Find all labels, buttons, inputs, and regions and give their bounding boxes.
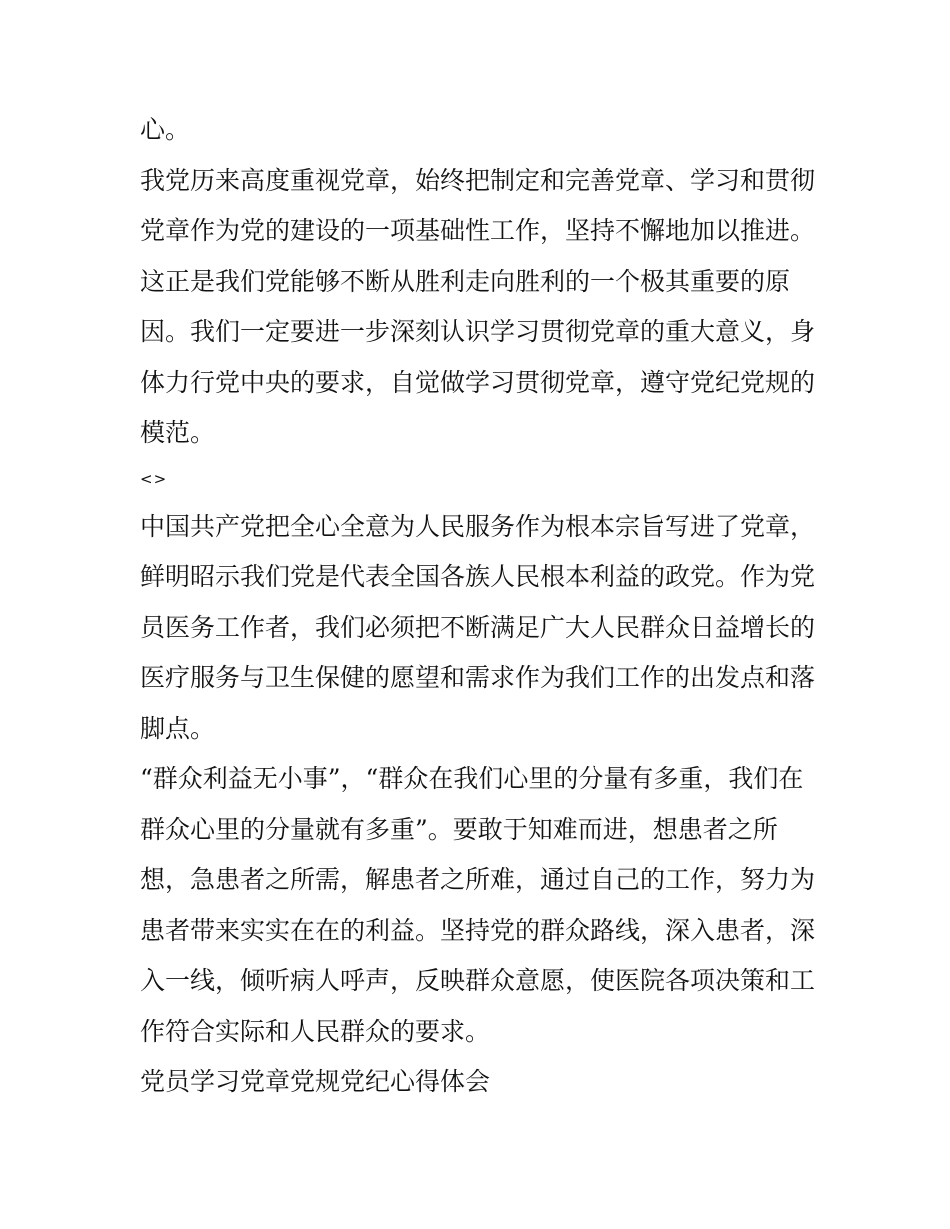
- section-separator: <>: [140, 470, 168, 488]
- text-line: 中国共产党把全心全意为人民服务作为根本宗旨写进了党章，: [140, 512, 816, 541]
- text-line: 模范。: [140, 418, 216, 447]
- text-line: 脚点。: [140, 714, 216, 743]
- section-heading: 党员学习党章党规党纪心得体会: [140, 1067, 491, 1096]
- text-line: 作符合实际和人民群众的要求。: [140, 1017, 491, 1046]
- text-line: 入一线，倾听病人呼声，反映群众意愿，使医院各项决策和工: [140, 966, 816, 995]
- text-line: 我党历来高度重视党章，始终把制定和完善党章、学习和贯彻: [140, 166, 816, 195]
- text-line: 医疗服务与卫生保健的愿望和需求作为我们工作的出发点和落: [140, 663, 816, 692]
- text-line: 心。: [140, 115, 191, 144]
- text-line: “群众利益无小事”，“群众在我们心里的分量有多重，我们在: [140, 764, 804, 793]
- text-line: 员医务工作者，我们必须把不断满足广大人民群众日益增长的: [140, 613, 816, 642]
- text-line: 患者带来实实在在的利益。坚持党的群众路线，深入患者，深: [140, 916, 816, 945]
- text-line: 这正是我们党能够不断从胜利走向胜利的一个极其重要的原: [140, 267, 791, 296]
- text-line: 因。我们一定要进一步深刻认识学习贯彻党章的重大意义，身: [140, 317, 816, 346]
- text-line: 群众心里的分量就有多重”。要敢于知难而进，想患者之所: [140, 815, 778, 844]
- text-line: 鲜明昭示我们党是代表全国各族人民根本利益的政党。作为党: [140, 562, 816, 591]
- text-line: 党章作为党的建设的一项基础性工作，坚持不懈地加以推进。: [140, 216, 816, 245]
- text-line: 体力行党中央的要求，自觉做学习贯彻党章，遵守党纪党规的: [140, 368, 816, 397]
- text-line: 想，急患者之所需，解患者之所难，通过自己的工作，努力为: [140, 865, 816, 894]
